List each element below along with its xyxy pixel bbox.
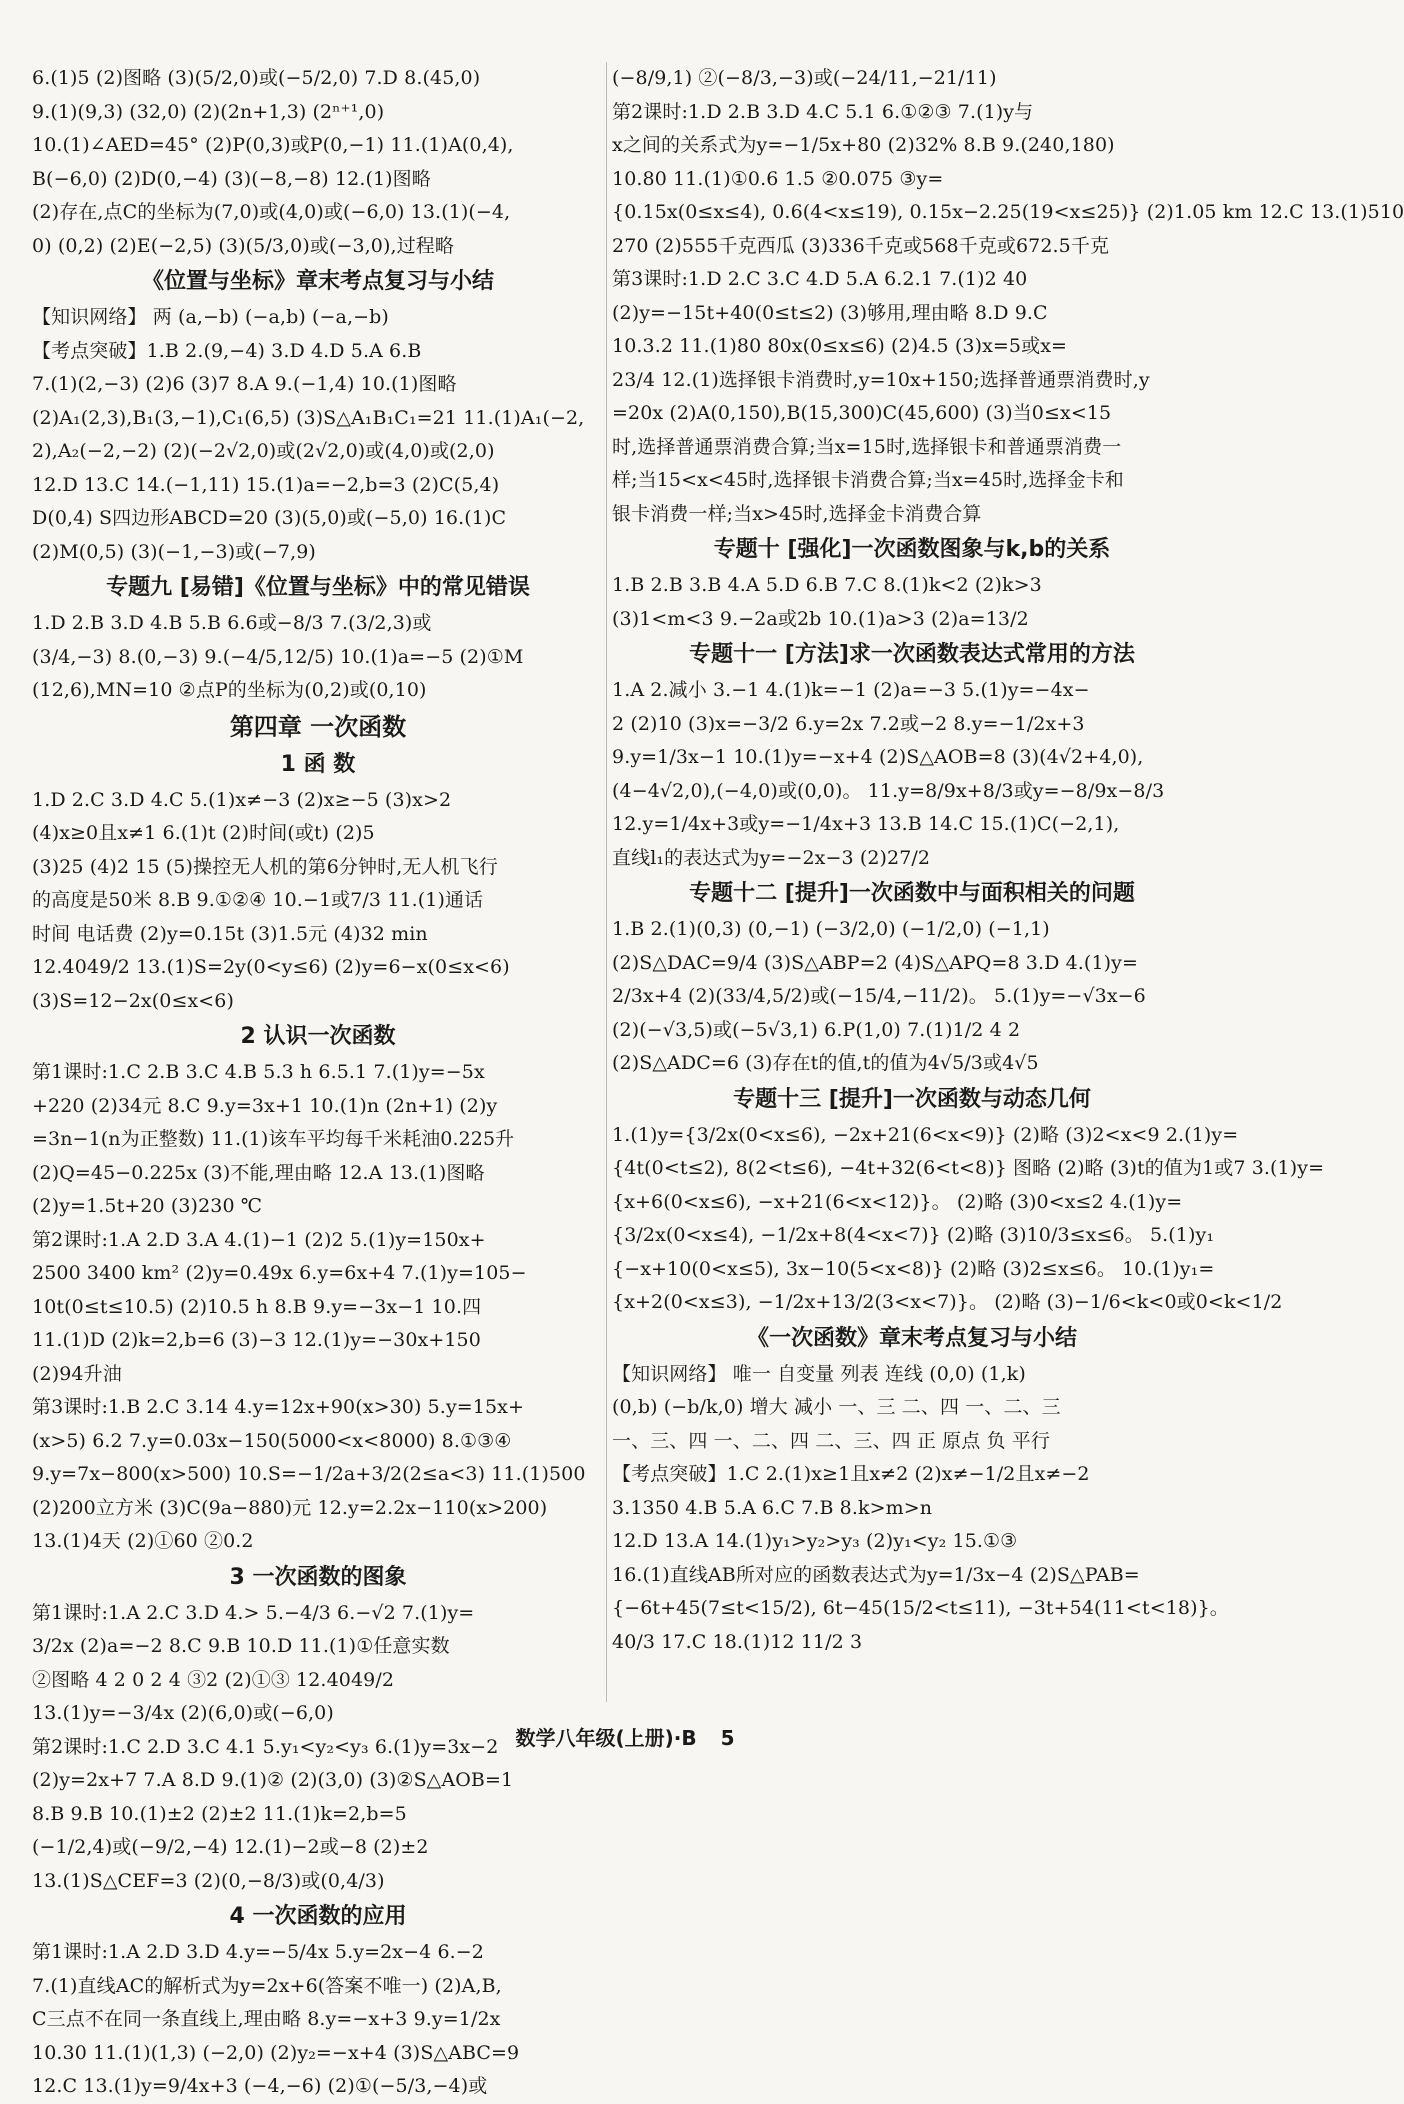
answer-line: 第3课时:1.D 2.C 3.C 4.D 5.A 6.2.1 7.(1)2 40 <box>612 268 1028 290</box>
answer-line: 【知识网络】 两 (a,−b) (−a,b) (−a,−b) <box>32 306 389 328</box>
answer-line: 9.(1)(9,3) (32,0) (2)(2n+1,3) (2ⁿ⁺¹,0) <box>32 100 385 123</box>
answer-line: (2)M(0,5) (3)(−1,−3)或(−7,9) <box>32 540 316 563</box>
answer-line: (2)存在,点C的坐标为(7,0)或(4,0)或(−6,0) 13.(1)(−4, <box>32 201 511 223</box>
right-column <box>612 62 1404 1659</box>
answer-line: 1.D 2.C 3.D 4.C 5.(1)x≠−3 (2)x≥−5 (3)x>2 <box>32 788 452 811</box>
section-heading: 2 认识一次函数 <box>240 1024 396 1049</box>
answer-line: (2)(−√3,5)或(−5√3,1) 6.P(1,0) 7.(1)1/2 4 2 <box>612 1018 1021 1041</box>
answer-line: {x+2(0<x≤3), −1/2x+13/2(3<x<7)}。 (2)略 (3)−1/6<k<0或0<k<1/2 <box>612 1291 1283 1313</box>
answer-line: {x+6(0<x≤6), −x+21(6<x<12)}。 (2)略 (3)0<x≤2 4.(1)y= <box>612 1190 1183 1213</box>
section-heading: 《位置与坐标》章末考点复习与小结 <box>141 269 494 294</box>
answer-line: 一、三、四 一、二、四 二、三、四 正 原点 负 平行 <box>612 1429 1050 1452</box>
answer-line: =20x (2)A(0,150),B(15,300)C(45,600) (3)当0≤x<15 <box>612 402 1112 424</box>
answer-line: 40/3 17.C 18.(1)12 11/2 3 <box>612 1630 863 1653</box>
answer-line: (2)Q=45−0.225x (3)不能,理由略 12.A 13.(1)图略 <box>32 1161 485 1184</box>
answer-line: (x>5) 6.2 7.y=0.03x−150(5000<x<8000) 8.①③④ <box>32 1429 512 1452</box>
answer-line: {0.15x(0≤x≤4), 0.6(4<x≤19), 0.15x−2.25(19<x≤25)} (2)1.05 km 12.C 13.(1)510 <box>612 201 1404 223</box>
answer-line: 12.C 13.(1)y=9/4x+3 (−4,−6) (2)①(−5/3,−4)或 <box>32 2075 488 2097</box>
answer-line: 【知识网络】 唯一 自变量 列表 连线 (0,0) (1,k) <box>612 1362 1026 1385</box>
answer-line: 10t(0≤t≤10.5) (2)10.5 h 8.B 9.y=−3x−1 10.四 <box>32 1295 482 1318</box>
answer-line: 11.(1)D (2)k=2,b=6 (3)−3 12.(1)y=−30x+150 <box>32 1329 481 1351</box>
answer-line: 时,选择普通票消费合算;当x=15时,选择银卡和普通票消费一 <box>612 435 1122 458</box>
answer-line: 0) (0,2) (2)E(−2,5) (3)(5/3,0)或(−3,0),过程略 <box>32 234 454 257</box>
answer-line: 7.(1)(2,−3) (2)6 (3)7 8.A 9.(−1,4) 10.(1)图略 <box>32 373 457 395</box>
answer-line: 【考点突破】1.B 2.(9,−4) 3.D 4.D 5.A 6.B <box>32 339 422 362</box>
answer-line: 第1课时:1.A 2.C 3.D 4.> 5.−4/3 6.−√2 7.(1)y= <box>32 1601 475 1624</box>
answer-line: 2/3x+4 (2)(33/4,5/2)或(−15/4,−11/2)。 5.(1)y=−√3x−6 <box>612 985 1146 1007</box>
answer-line: 10.80 11.(1)①0.6 1.5 ②0.075 ③y= <box>612 167 944 190</box>
answer-line: (3)25 (4)2 15 (5)操控无人机的第6分钟时,无人机飞行 <box>32 855 498 878</box>
answer-line: (2)S△DAC=9/4 (3)S△ABP=2 (4)S△APQ=8 3.D 4.(1)y= <box>612 951 1138 974</box>
answer-line: (4−4√2,0),(−4,0)或(0,0)。 11.y=8/9x+8/3或y=−8/9x−8/3 <box>612 779 1165 802</box>
answer-line: =3n−1(n为正整数) 11.(1)该车平均每千米耗油0.225升 <box>32 1128 515 1150</box>
section-heading: 专题九 [易错]《位置与坐标》中的常见错误 <box>106 575 530 600</box>
answer-line: (2)200立方米 (3)C(9a−880)元 12.y=2.2x−110(x>200) <box>32 1496 548 1519</box>
section-heading: 专题十 [强化]一次函数图象与k,b的关系 <box>713 537 1111 562</box>
section-heading: 《一次函数》章末考点复习与小结 <box>746 1325 1077 1351</box>
answer-line: (2)y=−15t+40(0≤t≤2) (3)够用,理由略 8.D 9.C <box>612 301 1048 324</box>
answer-line: (3)1<m<3 9.−2a或2b 10.(1)a>3 (2)a=13/2 <box>612 607 1029 630</box>
page-footer <box>0 1722 1250 1751</box>
answer-line: 12.D 13.C 14.(−1,11) 15.(1)a=−2,b=3 (2)C(5,4) <box>32 473 500 496</box>
section-heading: 专题十一 [方法]求一次函数表达式常用的方法 <box>689 642 1135 667</box>
answer-line: 10.(1)∠AED=45° (2)P(0,3)或P(0,−1) 11.(1)A(0,4), <box>32 134 514 156</box>
answer-line: 12.4049/2 13.(1)S=2y(0<y≤6) (2)y=6−x(0≤x<6) <box>32 956 510 978</box>
answer-line: 6.(1)5 (2)图略 (3)(5/2,0)或(−5/2,0) 7.D 8.(45,0) <box>32 67 481 89</box>
answer-line: 10.30 11.(1)(1,3) (−2,0) (2)y₂=−x+4 (3)S△ABC=9 <box>32 2041 520 2064</box>
answer-line: 13.(1)4天 (2)①60 ②0.2 <box>32 1530 254 1552</box>
answer-line: 12.y=1/4x+3或y=−1/4x+3 13.B 14.C 15.(1)C(−2,1), <box>612 813 1120 835</box>
answer-line: {4t(0<t≤2), 8(2<t≤6), −4t+32(6<t<8)} 图略 (2)略 (3)t的值为1或7 3.(1)y= <box>612 1157 1325 1179</box>
answer-line: 9.y=1/3x−1 10.(1)y=−x+4 (2)S△AOB=8 (3)(4√2+4,0), <box>612 746 1144 768</box>
answer-line: 13.(1)S△CEF=3 (2)(0,−8/3)或(0,4/3) <box>32 1869 385 1892</box>
answer-line: (12,6),MN=10 ②点P的坐标为(0,2)或(0,10) <box>32 679 427 701</box>
answer-line: (−8/9,1) ②(−8/3,−3)或(−24/11,−21/11) <box>612 67 997 89</box>
answer-line: 第2课时:1.C 2.D 3.C 4.1 5.y₁<y₂<y₃ 6.(1)y=3x−2 <box>32 1735 499 1758</box>
section-heading: 第四章 一次函数 <box>229 712 407 741</box>
section-heading: 专题十二 [提升]一次函数中与面积相关的问题 <box>689 881 1135 906</box>
answer-line: 第2课时:1.A 2.D 3.A 4.(1)−1 (2)2 5.(1)y=150x+ <box>32 1228 486 1251</box>
answer-line: (3)S=12−2x(0≤x<6) <box>32 989 235 1012</box>
answer-line: 2 (2)10 (3)x=−3/2 6.y=2x 7.2或−2 8.y=−1/2x+3 <box>612 712 1085 735</box>
answer-line: 1.B 2.(1)(0,3) (0,−1) (−3/2,0) (−1/2,0) (−1,1) <box>612 918 1050 940</box>
answer-line: (2)y=2x+7 7.A 8.D 9.(1)② (2)(3,0) (3)②S△AOB=1 <box>32 1769 514 1791</box>
answer-line: 8.B 9.B 10.(1)±2 (2)±2 11.(1)k=2,b=5 <box>32 1802 407 1825</box>
page-number: 5 <box>720 1726 735 1750</box>
answer-line: 3.1350 4.B 5.A 6.C 7.B 8.k>m>n <box>612 1496 933 1519</box>
answer-line: +220 (2)34元 8.C 9.y=3x+1 10.(1)n (2n+1) (2)y <box>32 1094 498 1117</box>
column-divider <box>606 62 607 1702</box>
answer-line: (2)S△ADC=6 (3)存在t的值,t的值为4√5/3或4√5 <box>612 1052 1039 1074</box>
answer-line: 16.(1)直线AB所对应的函数表达式为y=1/3x−4 (2)S△PAB= <box>612 1563 1140 1586</box>
section-heading: 1 函 数 <box>280 751 356 777</box>
answer-line: (2)y=1.5t+20 (3)230 ℃ <box>32 1195 263 1217</box>
answer-line: 10.3.2 11.(1)80 80x(0≤x≤6) (2)4.5 (3)x=5或x= <box>612 335 1068 357</box>
answer-line: 【考点突破】1.C 2.(1)x≥1且x≠2 (2)x≠−1/2且x≠−2 <box>612 1463 1090 1485</box>
answer-line: D(0,4) S四边形ABCD=20 (3)(5,0)或(−5,0) 16.(1)C <box>32 507 507 529</box>
answer-line: {−6t+45(7≤t<15/2), 6t−45(15/2<t≤11), −3t+54(11<t<18)}。 <box>612 1597 1229 1619</box>
answer-line: (0,b) (−b/k,0) 增大 减小 一、三 二、四 一、二、三 <box>612 1396 1061 1418</box>
footer-title: 数学八年级(上册)·B <box>515 1726 697 1750</box>
answer-line: ②图略 4 2 0 2 4 ③2 (2)①③ 12.4049/2 <box>32 1668 395 1691</box>
left-column <box>32 62 604 2104</box>
section-heading: 3 一次函数的图象 <box>229 1564 407 1590</box>
answer-line: 12.D 13.A 14.(1)y₁>y₂>y₃ (2)y₁<y₂ 15.①③ <box>612 1530 1018 1552</box>
answer-line: 第1课时:1.C 2.B 3.C 4.B 5.3 h 6.5.1 7.(1)y=−5x <box>32 1061 485 1083</box>
answer-line: 1.A 2.减小 3.−1 4.(1)k=−1 (2)a=−3 5.(1)y=−4x− <box>612 679 1090 701</box>
answer-line: 270 (2)555千克西瓜 (3)336千克或568千克或672.5千克 <box>612 234 1110 257</box>
answer-line: B(−6,0) (2)D(0,−4) (3)(−8,−8) 12.(1)图略 <box>32 167 431 190</box>
answer-line: (3/4,−3) 8.(0,−3) 9.(−4/5,12/5) 10.(1)a=−5 (2)①M <box>32 645 524 668</box>
answer-line: 直线l₁的表达式为y=−2x−3 (2)27/2 <box>612 846 931 869</box>
answer-line: 第3课时:1.B 2.C 3.14 4.y=12x+90(x>30) 5.y=15x+ <box>32 1396 525 1418</box>
answer-line: (2)94升油 <box>32 1362 122 1385</box>
answer-line: (4)x≥0且x≠1 6.(1)t (2)时间(或t) (2)5 <box>32 822 375 844</box>
answer-line: 23/4 12.(1)选择银卡消费时,y=10x+150;选择普通票消费时,y <box>612 368 1150 391</box>
answer-line: 样;当15<x<45时,选择银卡消费合算;当x=45时,选择金卡和 <box>612 469 1124 491</box>
answer-line: {−x+10(0<x≤5), 3x−10(5<x<8)} (2)略 (3)2≤x≤6。 10.(1)y₁= <box>612 1257 1215 1280</box>
answer-line: C三点不在同一条直线上,理由略 8.y=−x+3 9.y=1/2x <box>32 2008 501 2030</box>
answer-line: 2),A₂(−2,−2) (2)(−2√2,0)或(2√2,0)或(4,0)或(2,0) <box>32 440 495 462</box>
answer-line: 7.(1)直线AC的解析式为y=2x+6(答案不唯一) (2)A,B, <box>32 1974 502 1997</box>
answer-line: 2500 3400 km² (2)y=0.49x 6.y=6x+4 7.(1)y=105− <box>32 1262 527 1284</box>
answer-line: {3/2x(0<x≤4), −1/2x+8(4<x<7)} (2)略 (3)10/3≤x≤6。 5.(1)y₁ <box>612 1224 1215 1246</box>
answer-line: x之间的关系式为y=−1/5x+80 (2)32% 8.B 9.(240,180) <box>612 134 1115 156</box>
answer-line: 第1课时:1.A 2.D 3.D 4.y=−5/4x 5.y=2x−4 6.−2 <box>32 1941 484 1963</box>
answer-line: 1.(1)y={3/2x(0<x≤6), −2x+21(6<x<9)} (2)略 (3)2<x<9 2.(1)y= <box>612 1123 1239 1146</box>
answer-line: 3/2x (2)a=−2 8.C 9.B 10.D 11.(1)①任意实数 <box>32 1635 450 1657</box>
answer-line: 9.y=7x−800(x>500) 10.S=−1/2a+3/2(2≤a<3) 11.(1)500 <box>32 1463 586 1485</box>
answer-line: 1.B 2.B 3.B 4.A 5.D 6.B 7.C 8.(1)k<2 (2)k>3 <box>612 574 1042 596</box>
answer-line: 1.D 2.B 3.D 4.B 5.B 6.6或−8/3 7.(3/2,3)或 <box>32 612 432 634</box>
answer-line: 13.(1)y=−3/4x (2)(6,0)或(−6,0) <box>32 1702 334 1724</box>
section-heading: 专题十三 [提升]一次函数与动态几何 <box>733 1086 1091 1112</box>
section-heading: 4 一次函数的应用 <box>229 1904 407 1929</box>
answer-line: (−1/2,4)或(−9/2,−4) 12.(1)−2或−8 (2)±2 <box>32 1836 429 1858</box>
answer-line: (2)A₁(2,3),B₁(3,−1),C₁(6,5) (3)S△A₁B₁C₁=21 11.(1)A₁(−2, <box>32 406 585 429</box>
answer-line: 时间 电话费 (2)y=0.15t (3)1.5元 (4)32 min <box>32 922 428 945</box>
answer-line: 的高度是50米 8.B 9.①②④ 10.−1或7/3 11.(1)通话 <box>32 889 484 911</box>
answer-line: 银卡消费一样;当x>45时,选择金卡消费合算 <box>612 502 982 525</box>
answer-line: 第2课时:1.D 2.B 3.D 4.C 5.1 6.①②③ 7.(1)y与 <box>612 100 1034 123</box>
